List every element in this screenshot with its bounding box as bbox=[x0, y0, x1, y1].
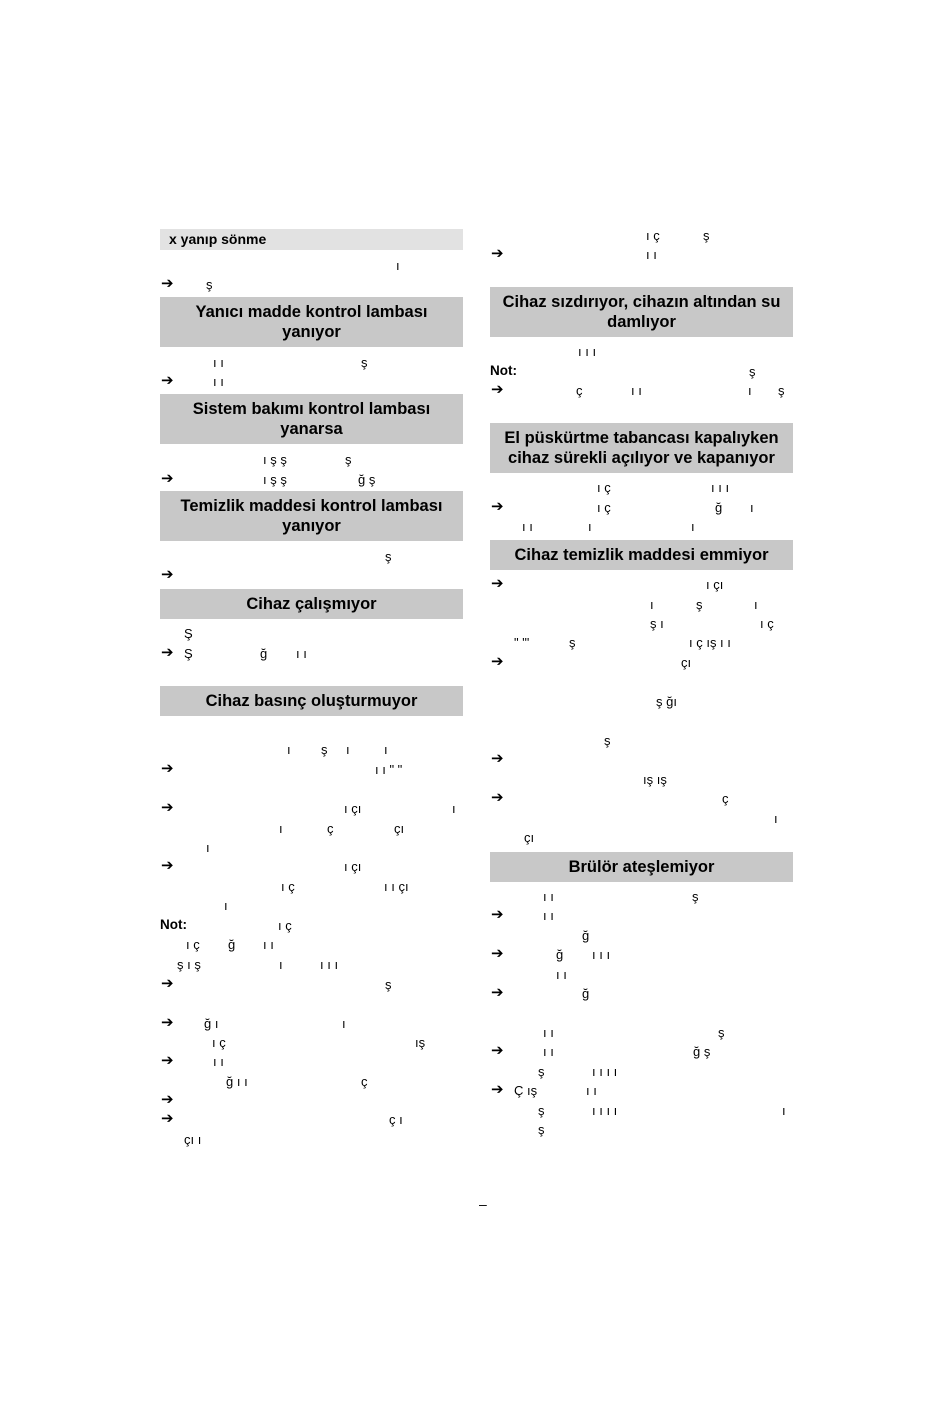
arrow-icon: ➔ bbox=[491, 906, 504, 923]
text-fragment: ış ış bbox=[643, 772, 667, 787]
text-fragment: ç bbox=[361, 1074, 368, 1089]
arrow-icon: ➔ bbox=[161, 1052, 174, 1069]
text-fragment: ı bbox=[782, 1103, 786, 1118]
text-fragment: ş bbox=[569, 635, 576, 650]
text-fragment: ç bbox=[722, 791, 729, 806]
text-fragment: ı ı bbox=[543, 1025, 554, 1040]
text-fragment: ı ı ı bbox=[711, 480, 730, 495]
text-fragment: çı ı bbox=[184, 1132, 202, 1147]
text-fragment: ş bbox=[749, 364, 756, 379]
arrow-icon: ➔ bbox=[491, 750, 504, 767]
text-fragment: ı ı bbox=[646, 247, 657, 262]
text-fragment: ı bbox=[279, 821, 283, 836]
text-fragment: ı bbox=[396, 258, 400, 273]
section-header-flash: x yanıp sönme bbox=[160, 229, 463, 250]
text-fragment: ç bbox=[327, 821, 334, 836]
arrow-icon: ➔ bbox=[491, 245, 504, 262]
arrow-icon: ➔ bbox=[491, 381, 504, 398]
text-fragment: ı ı bbox=[296, 646, 307, 661]
text-fragment: ı ç bbox=[646, 228, 660, 243]
section-header-leaking: Cihaz sızdırıyor, cihazın altından su damlıyor bbox=[490, 287, 793, 337]
text-fragment: ı ç bbox=[597, 500, 611, 515]
text-fragment: ş bbox=[321, 742, 328, 757]
arrow-icon: ➔ bbox=[161, 799, 174, 816]
text-fragment: ı ı bbox=[556, 967, 567, 982]
text-fragment: ş bbox=[361, 355, 368, 370]
text-fragment: ı ç ış ı ı bbox=[689, 635, 731, 650]
text-fragment: ş bbox=[696, 597, 703, 612]
text-fragment: ğ bbox=[582, 928, 590, 943]
text-fragment: ğ bbox=[556, 947, 564, 962]
text-fragment: ş bbox=[206, 277, 213, 292]
text-fragment: ı ı bbox=[586, 1083, 597, 1098]
text-fragment: ı ş ş bbox=[263, 472, 287, 487]
text-fragment: ı bbox=[588, 519, 592, 534]
arrow-icon: ➔ bbox=[491, 653, 504, 670]
text-fragment: ğ bbox=[228, 937, 236, 952]
text-fragment: ğ bbox=[715, 500, 723, 515]
text-fragment: ı bbox=[748, 383, 752, 398]
text-fragment: ç ı bbox=[389, 1112, 403, 1127]
text-fragment: ı ı ı bbox=[320, 957, 339, 972]
text-fragment: ş bbox=[604, 733, 611, 748]
text-fragment: çı bbox=[524, 830, 535, 845]
arrow-icon: ➔ bbox=[161, 470, 174, 487]
text-fragment: ı bbox=[750, 500, 754, 515]
text-fragment: ı ı ı ı bbox=[592, 1103, 618, 1118]
text-fragment: ş ı ş bbox=[177, 957, 201, 972]
arrow-icon: ➔ bbox=[161, 566, 174, 583]
text-fragment: ış bbox=[415, 1035, 426, 1050]
arrow-icon: ➔ bbox=[491, 575, 504, 592]
page-number: – bbox=[479, 1196, 487, 1212]
text-fragment: ğ bbox=[582, 986, 590, 1001]
text-fragment: Ş bbox=[184, 646, 193, 661]
text-fragment: ş bbox=[703, 228, 710, 243]
text-fragment: ş bbox=[538, 1122, 545, 1137]
note-label: Not: bbox=[490, 363, 517, 378]
text-fragment: ş bbox=[692, 889, 699, 904]
text-fragment: ı bbox=[650, 597, 654, 612]
text-fragment: ğ ş bbox=[693, 1044, 711, 1059]
text-fragment: ı ı bbox=[213, 374, 224, 389]
text-fragment: ş bbox=[538, 1064, 545, 1079]
text-fragment: ş ı bbox=[650, 616, 664, 631]
arrow-icon: ➔ bbox=[161, 275, 174, 292]
text-fragment: ş bbox=[385, 549, 392, 564]
text-fragment: ı ı çı bbox=[384, 879, 409, 894]
arrow-icon: ➔ bbox=[491, 789, 504, 806]
section-header-flammable: Yanıcı madde kontrol lambası yanıyor bbox=[160, 297, 463, 347]
section-header-detergent: Temizlik maddesi kontrol lambası yanıyor bbox=[160, 491, 463, 541]
text-fragment: ı ı bbox=[213, 1054, 224, 1069]
text-fragment: ı ı bbox=[543, 889, 554, 904]
text-fragment: ı ç bbox=[597, 480, 611, 495]
text-fragment: ı ı bbox=[543, 908, 554, 923]
text-fragment: ı ı bbox=[213, 355, 224, 370]
section-header-no-pressure: Cihaz basınç oluşturmuyor bbox=[160, 686, 463, 716]
arrow-icon: ➔ bbox=[161, 975, 174, 992]
text-fragment: ı bbox=[346, 742, 350, 757]
text-fragment: ğ ı bbox=[204, 1016, 219, 1031]
text-fragment: ı bbox=[224, 898, 228, 913]
arrow-icon: ➔ bbox=[491, 498, 504, 515]
text-fragment: ı ç bbox=[281, 879, 295, 894]
text-fragment: ı çı bbox=[706, 577, 724, 592]
text-fragment: ı ı " " bbox=[375, 762, 403, 777]
text-fragment: ı ı ı ı bbox=[592, 1064, 618, 1079]
text-fragment: Ç ış bbox=[514, 1083, 538, 1098]
text-fragment: ğ ş bbox=[358, 472, 376, 487]
text-fragment: ç bbox=[576, 383, 583, 398]
text-fragment: ı ı ı bbox=[578, 344, 597, 359]
text-fragment: Ş bbox=[184, 626, 193, 641]
section-header-burner: Brülör ateşlemiyor bbox=[490, 852, 793, 882]
text-fragment: ı bbox=[384, 742, 388, 757]
text-fragment: ı ç bbox=[186, 937, 200, 952]
text-fragment: ş bbox=[718, 1025, 725, 1040]
text-fragment: ğ ı ı bbox=[226, 1074, 248, 1089]
text-fragment: ı bbox=[691, 519, 695, 534]
text-fragment: ş bbox=[345, 452, 352, 467]
section-header-system-maintenance: Sistem bakımı kontrol lambası yanarsa bbox=[160, 394, 463, 444]
section-header-gun-closed: El püskürtme tabancası kapalıyken cihaz sürekli açılıyor ve kapanıyor bbox=[490, 423, 793, 473]
arrow-icon: ➔ bbox=[161, 1014, 174, 1031]
text-fragment: ı ı bbox=[631, 383, 642, 398]
text-fragment: ş bbox=[385, 977, 392, 992]
text-fragment: ı ç bbox=[212, 1035, 226, 1050]
text-fragment: ı ı bbox=[543, 1044, 554, 1059]
text-fragment: çı bbox=[681, 655, 692, 670]
arrow-icon: ➔ bbox=[161, 644, 174, 661]
text-fragment: ı bbox=[342, 1016, 346, 1031]
arrow-icon: ➔ bbox=[491, 984, 504, 1001]
text-fragment: ı çı bbox=[344, 859, 362, 874]
text-fragment: ş ğı bbox=[656, 694, 677, 709]
text-fragment: " "' bbox=[514, 635, 530, 650]
text-fragment: ı bbox=[279, 957, 283, 972]
section-header-not-working: Cihaz çalışmıyor bbox=[160, 589, 463, 619]
section-header-no-suction: Cihaz temizlik maddesi emmiyor bbox=[490, 540, 793, 570]
text-fragment: ş bbox=[538, 1103, 545, 1118]
text-fragment: ı bbox=[774, 811, 778, 826]
note-label: Not: bbox=[160, 917, 187, 932]
text-fragment: ğ bbox=[260, 646, 268, 661]
text-fragment: çı bbox=[394, 821, 405, 836]
text-fragment: ı çı bbox=[344, 801, 362, 816]
text-fragment: ı bbox=[452, 801, 456, 816]
arrow-icon: ➔ bbox=[161, 857, 174, 874]
arrow-icon: ➔ bbox=[161, 760, 174, 777]
arrow-icon: ➔ bbox=[161, 1091, 174, 1108]
arrow-icon: ➔ bbox=[491, 1081, 504, 1098]
text-fragment: ı ı bbox=[263, 937, 274, 952]
arrow-icon: ➔ bbox=[491, 1042, 504, 1059]
text-fragment: ı bbox=[754, 597, 758, 612]
arrow-icon: ➔ bbox=[491, 945, 504, 962]
text-fragment: ş bbox=[778, 383, 785, 398]
text-fragment: ı bbox=[287, 742, 291, 757]
text-fragment: ı ç bbox=[278, 918, 292, 933]
text-fragment: ı ç bbox=[760, 616, 774, 631]
arrow-icon: ➔ bbox=[161, 372, 174, 389]
text-fragment: ı ı ı bbox=[592, 947, 611, 962]
text-fragment: ı ş ş bbox=[263, 452, 287, 467]
text-fragment: ı ı bbox=[522, 519, 533, 534]
arrow-icon: ➔ bbox=[161, 1110, 174, 1127]
text-fragment: ı bbox=[206, 840, 210, 855]
